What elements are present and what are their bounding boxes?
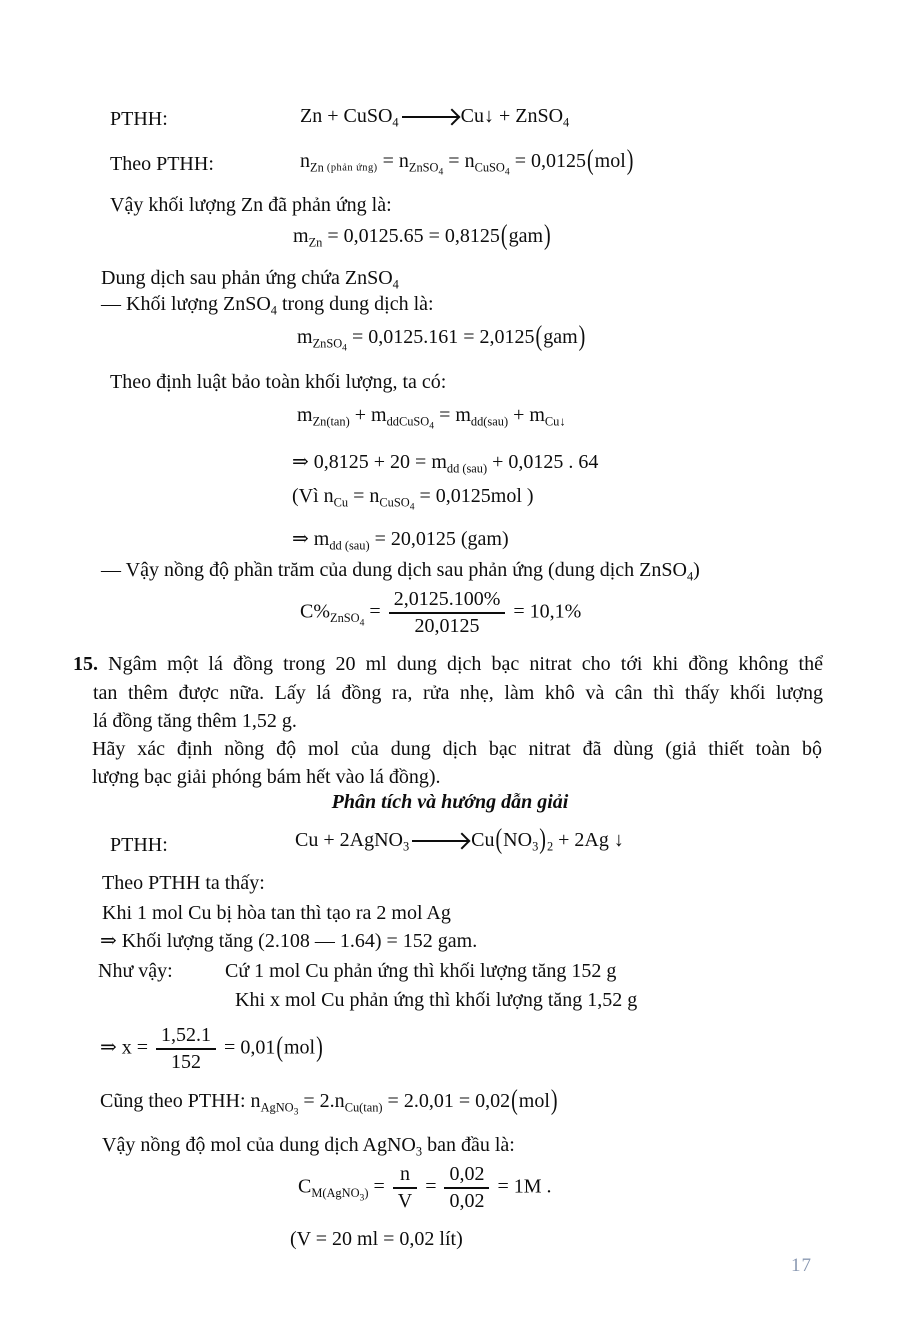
problem-15-question-line-2 xyxy=(92,763,822,792)
equation-m-zn: $m_{Zn} = 0,0125.65 = 0,8125(gam)$ xyxy=(293,219,551,252)
problem-15-number: 15. xyxy=(73,653,98,675)
text-theo-dinh-luat: Theo định luật bảo toàn khối lượng, ta có: xyxy=(110,371,447,393)
equation-n-zn: $n_{Zn}$ $_{(phản ứng)} = n_{ZnSO4} = n_{CuSO4} = 0,0125(mol)$ xyxy=(300,144,634,178)
text-khoi-luong-znso4: — Khối lượng ZnSO$_4$ trong dung dịch là: xyxy=(101,293,434,318)
equation-mass-balance: $m_{Zn(tan)} + m_{ddCuSO4} = m_{dd(sau)} + m_{Cu↓}$ xyxy=(297,404,566,432)
analysis-heading: Phân tích và hướng dẫn giải xyxy=(331,791,569,813)
equation-cung-theo-pthh: Cũng theo PTHH: $n_{AgNO3} = 2.n_{Cu(tan)} = 2.0,01 = 0,02(mol)$ xyxy=(100,1084,558,1118)
problem-15-text-2: tan thêm được nữa. Lấy lá đồng ra, rửa nhẹ, làm khô và cân thì thấy khối lượng xyxy=(93,682,823,704)
equation-cu-agno3-reaction: Cu + 2AgNO$_3$ $Cu(NO_3)_2 + 2Ag$ ↓ xyxy=(295,823,624,856)
text-khoi-luong-tang: ⇒ Khối lượng tăng (2.108 — 1.64) = 152 gam. xyxy=(100,930,478,952)
label-pthh-2: PTHH: xyxy=(110,834,168,856)
text-vay-nong-do-pct: — Vậy nồng độ phần trăm của dung dịch sau phản ứng (dung dịch ZnSO$_4$) xyxy=(101,559,700,584)
text-khi-1-mol: Khi 1 mol Cu bị hòa tan thì tạo ra 2 mol Ag xyxy=(102,902,451,924)
equation-x-fraction: ⇒ x = $\frac{1,52.1}{152}$ = 0,01(mol) xyxy=(100,1024,323,1073)
equation-mass-balance-numbers: ⇒ $0,8125 + 20 = m_{dd (sau)} + 0,0125$ . 64 xyxy=(292,451,599,476)
label-nhu-vay: Như vậy: xyxy=(98,960,173,982)
text-theo-pthh-ta-thay: Theo PTHH ta thấy: xyxy=(102,872,265,894)
equation-m-dd-sau: ⇒ $m_{dd (sau)} = 20,0125$ (gam) xyxy=(292,528,509,553)
problem-15-text-3: lá đồng tăng thêm 1,52 g. xyxy=(93,710,297,732)
text-v-note: (V = 20 ml = 0,02 lít) xyxy=(290,1228,463,1250)
text-cu-1-mol: Cứ 1 mol Cu phản ứng thì khối lượng tăng 152 g xyxy=(225,960,617,982)
problem-15-line-3 xyxy=(93,707,823,736)
reaction-arrow-icon xyxy=(402,116,458,118)
equation-c-pct: $C\%_{ZnSO4}$ = $\frac{2,0125.100\%}{20,0125}$ = 10,1% xyxy=(300,588,582,637)
text-khi-x-mol: Khi x mol Cu phản ứng thì khối lượng tăng 1,52 g xyxy=(235,989,638,1011)
text-dung-dich-chua: Dung dịch sau phản ứng chứa ZnSO$_4$ xyxy=(101,267,399,292)
equation-c-m: $C_{M(AgNO3)}$ = $\frac{n}{V}$ = $\frac{0,02}{0,02}$ = 1M . xyxy=(298,1163,552,1212)
problem-15-text-1: Ngâm một lá đồng trong 20 ml dung dịch bạc nitrat cho tới khi đồng không thể xyxy=(108,653,823,675)
label-theo-pthh: Theo PTHH: xyxy=(110,153,214,175)
equation-m-znso4: $m_{ZnSO4} = 0,0125.161 = 2,0125(gam)$ xyxy=(297,320,586,354)
equation-zn-cuso4-reaction: Zn + CuSO$_4$ Cu↓ + ZnSO$_4$ xyxy=(300,105,570,130)
reaction-arrow-icon xyxy=(412,840,468,842)
problem-15-line-1 xyxy=(73,650,823,679)
problem-15-question-text-2: lượng bạc giải phóng bám hết vào lá đồng). xyxy=(92,766,441,788)
problem-15-question-text-1: Hãy xác định nồng độ mol của dung dịch bạc nitrat đã dùng (giả thiết toàn bộ xyxy=(92,738,822,760)
text-vay-nong-do-mol: Vậy nồng độ mol của dung dịch AgNO$_3$ ban đầu là: xyxy=(102,1134,515,1159)
text-vay-khoi-luong-zn: Vậy khối lượng Zn đã phản ứng là: xyxy=(110,194,392,216)
page-number: 17 xyxy=(791,1255,812,1276)
equation-vi-ncu: (Vì $n_{Cu} = n_{CuSO4} = 0,0125mol$ ) xyxy=(292,485,534,513)
label-pthh-1: PTHH: xyxy=(110,108,168,130)
problem-15-question-line-1 xyxy=(92,735,822,764)
problem-15-line-2 xyxy=(93,679,823,708)
